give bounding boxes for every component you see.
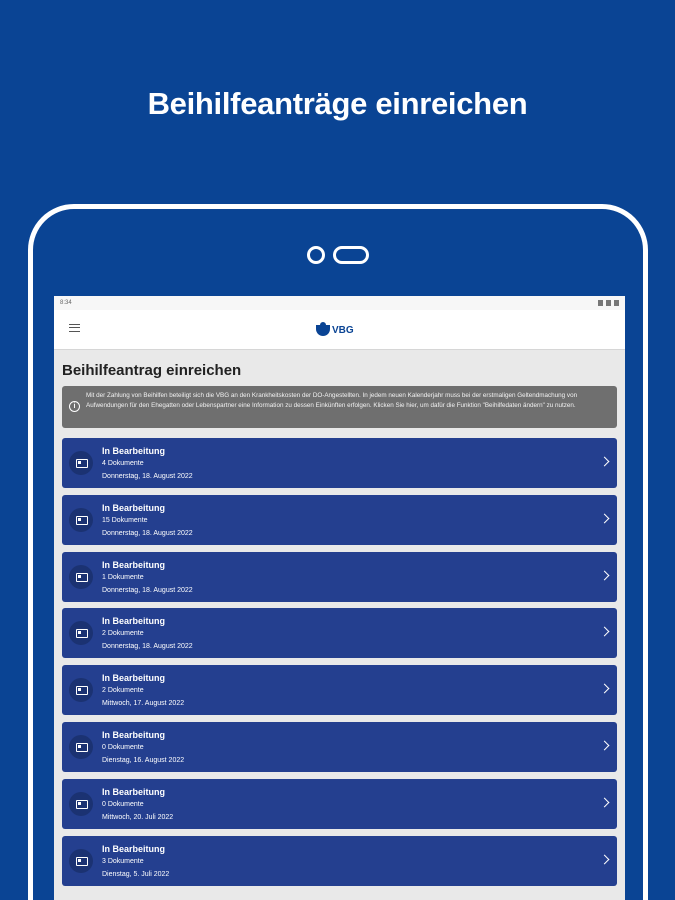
wifi-icon [598, 300, 603, 306]
info-banner[interactable] [62, 386, 617, 428]
logo-mark-icon [316, 325, 330, 336]
document-image-icon [69, 792, 93, 816]
request-date: Mittwoch, 17. August 2022 [102, 700, 185, 708]
status-bar [54, 296, 625, 310]
sensor-icon [333, 246, 369, 264]
chevron-right-icon [600, 513, 610, 523]
request-date: Dienstag, 16. August 2022 [102, 756, 185, 764]
request-card[interactable] [62, 722, 617, 772]
chevron-right-icon [600, 627, 610, 637]
request-status: In Bearbeitung [102, 559, 166, 570]
request-status: In Bearbeitung [102, 502, 166, 513]
document-image-icon [69, 508, 93, 532]
chevron-right-icon [600, 570, 610, 580]
document-image-icon [69, 735, 93, 759]
document-image-icon [69, 849, 93, 873]
chevron-right-icon [600, 797, 610, 807]
request-date: Donnerstag, 18. August 2022 [102, 586, 193, 594]
app-bar [54, 310, 625, 350]
status-time: 8:34 [60, 300, 72, 306]
request-date: Dienstag, 5. Juli 2022 [102, 870, 170, 878]
request-document-count: 0 Dokumente [102, 800, 144, 808]
document-image-icon [69, 451, 93, 475]
info-text: Mit der Zahlung von Beihilfen beteiligt sich die VBG an den Krankheitskosten der DO-Angestellten. In jedem neuen Kalenderjahr muss bei der erstmaligen Geltendmachung von Aufwendungen für den Ehegatten oder Lebenspartner eine Information zu dessen Einkünften erfolgen. Klicken Sie hier, um dafür die Funktion "Beihilfedaten ändern" zu nutzen. [86, 392, 578, 409]
document-image-icon [69, 678, 93, 702]
menu-icon[interactable] [69, 324, 80, 332]
chevron-right-icon [600, 854, 610, 864]
chevron-right-icon [600, 684, 610, 694]
page-title: Beihilfeantrag einreichen [62, 362, 242, 379]
camera-icon [307, 246, 325, 264]
request-date: Donnerstag, 18. August 2022 [102, 529, 193, 537]
request-card[interactable] [62, 779, 617, 829]
document-image-icon [69, 565, 93, 589]
request-document-count: 2 Dokumente [102, 630, 144, 638]
request-card[interactable] [62, 836, 617, 886]
vbg-logo [316, 325, 354, 336]
chevron-right-icon [600, 741, 610, 751]
request-status: In Bearbeitung [102, 786, 166, 797]
app-screen [54, 296, 625, 900]
logo-text: VBG [332, 325, 354, 336]
battery-icon [614, 300, 619, 306]
request-date: Donnerstag, 18. August 2022 [102, 643, 193, 651]
request-list [54, 428, 625, 886]
request-document-count: 15 Dokumente [102, 516, 148, 524]
document-image-icon [69, 621, 93, 645]
request-status: In Bearbeitung [102, 843, 166, 854]
request-card[interactable] [62, 495, 617, 545]
request-status: In Bearbeitung [102, 673, 166, 684]
info-icon: i [69, 401, 80, 412]
request-card[interactable] [62, 608, 617, 658]
request-document-count: 2 Dokumente [102, 687, 144, 695]
status-icons [598, 300, 619, 306]
promo-headline: Beihilfeanträge einreichen [147, 86, 528, 121]
request-document-count: 1 Dokumente [102, 573, 144, 581]
request-document-count: 0 Dokumente [102, 743, 144, 751]
request-card[interactable] [62, 552, 617, 602]
request-document-count: 3 Dokumente [102, 857, 144, 865]
request-document-count: 4 Dokumente [102, 460, 144, 467]
chevron-right-icon [600, 457, 610, 467]
request-card[interactable] [62, 438, 617, 488]
request-status: In Bearbeitung [102, 729, 166, 740]
request-status: In Bearbeitung [102, 616, 166, 627]
request-date: Mittwoch, 20. Juli 2022 [102, 813, 174, 821]
request-card[interactable] [62, 665, 617, 715]
request-date: Donnerstag, 18. August 2022 [102, 473, 193, 480]
request-status: In Bearbeitung [102, 446, 166, 456]
signal-icon [606, 300, 611, 306]
